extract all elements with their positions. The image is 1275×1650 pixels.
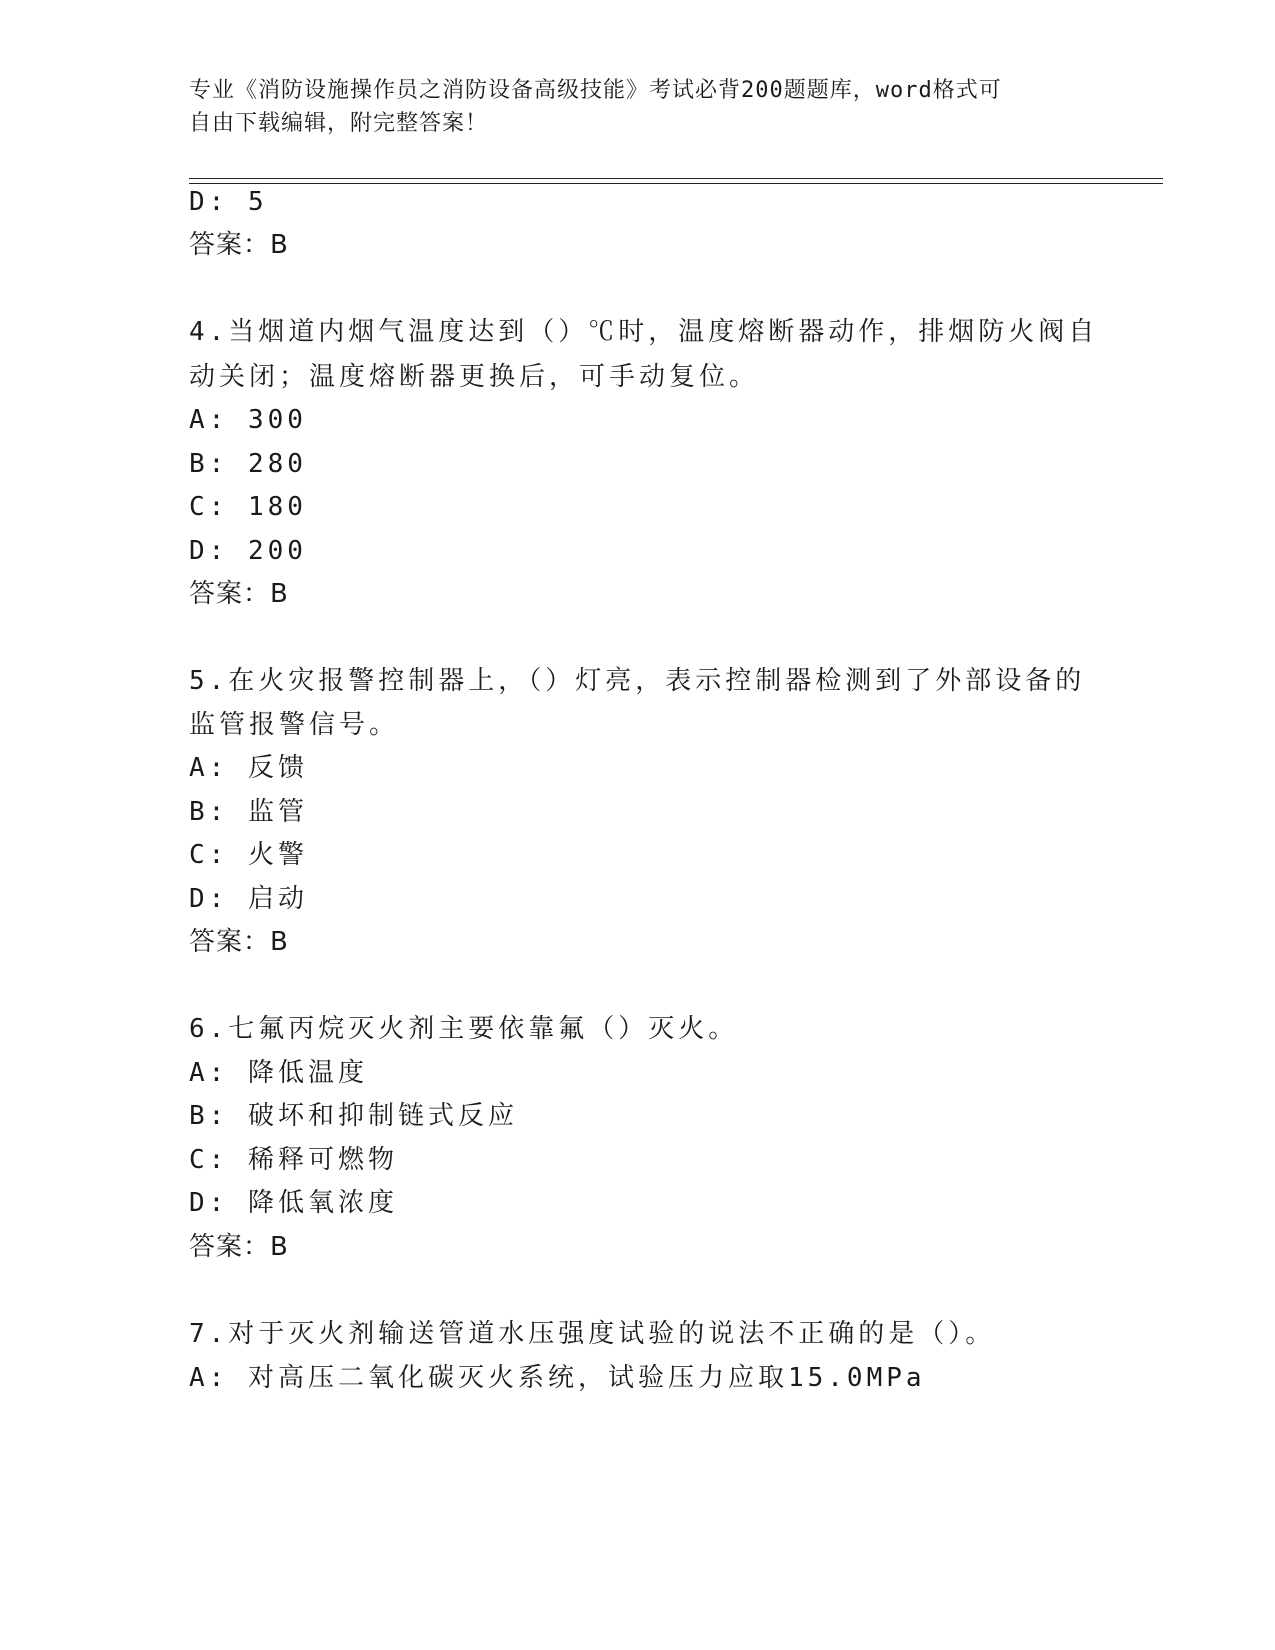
q6-option-c: C: 稀释可燃物 xyxy=(189,1145,398,1175)
q5-option-b: B: 监管 xyxy=(189,797,308,827)
header-divider-bottom xyxy=(189,183,1163,184)
q4-option-d: D: 200 xyxy=(189,536,307,566)
q5-option-d: D: 启动 xyxy=(189,884,308,914)
q4-stem-line-1: 4.当烟道内烟气温度达到（）℃时，温度熔断器动作，排烟防火阀自 xyxy=(189,317,1099,347)
q6-stem-line-1: 6.七氟丙烷灭火剂主要依靠氟（）灭火。 xyxy=(189,1014,739,1044)
q4-answer: 答案：B xyxy=(189,579,289,609)
q7-option-a: A: 对高压二氧化碳灭火系统，试验压力应取15.0MPa xyxy=(189,1363,926,1393)
q4-option-c: C: 180 xyxy=(189,492,307,522)
header-title-line-2: 自由下载编辑，附完整答案！ xyxy=(189,111,489,136)
q4-stem-line-2: 动关闭；温度熔断器更换后，可手动复位。 xyxy=(189,362,760,392)
q4-option-a: A: 300 xyxy=(189,405,307,435)
q5-stem-line-2: 监管报警信号。 xyxy=(189,710,400,740)
document-header xyxy=(189,74,1089,140)
q5-answer: 答案：B xyxy=(189,927,289,957)
q6-option-d: D: 降低氧浓度 xyxy=(189,1188,398,1218)
q3-answer: 答案：B xyxy=(189,230,289,260)
header-divider-top xyxy=(189,178,1163,179)
q6-option-a: A: 降低温度 xyxy=(189,1058,368,1088)
q7-stem-line-1: 7.对于灭火剂输送管道水压强度试验的说法不正确的是（）。 xyxy=(189,1319,996,1349)
header-title-line-1: 专业《消防设施操作员之消防设备高级技能》考试必背200题题库，word格式可 xyxy=(189,78,1002,103)
q3-option-d: D: 5 xyxy=(189,187,268,217)
q6-option-b: B: 破坏和抑制链式反应 xyxy=(189,1101,518,1131)
q5-option-c: C: 火警 xyxy=(189,840,308,870)
q4-option-b: B: 280 xyxy=(189,449,307,479)
q6-answer: 答案：B xyxy=(189,1232,289,1262)
q5-stem-line-1: 5.在火灾报警控制器上，（）灯亮，表示控制器检测到了外部设备的 xyxy=(189,666,1086,696)
q5-option-a: A: 反馈 xyxy=(189,753,308,783)
